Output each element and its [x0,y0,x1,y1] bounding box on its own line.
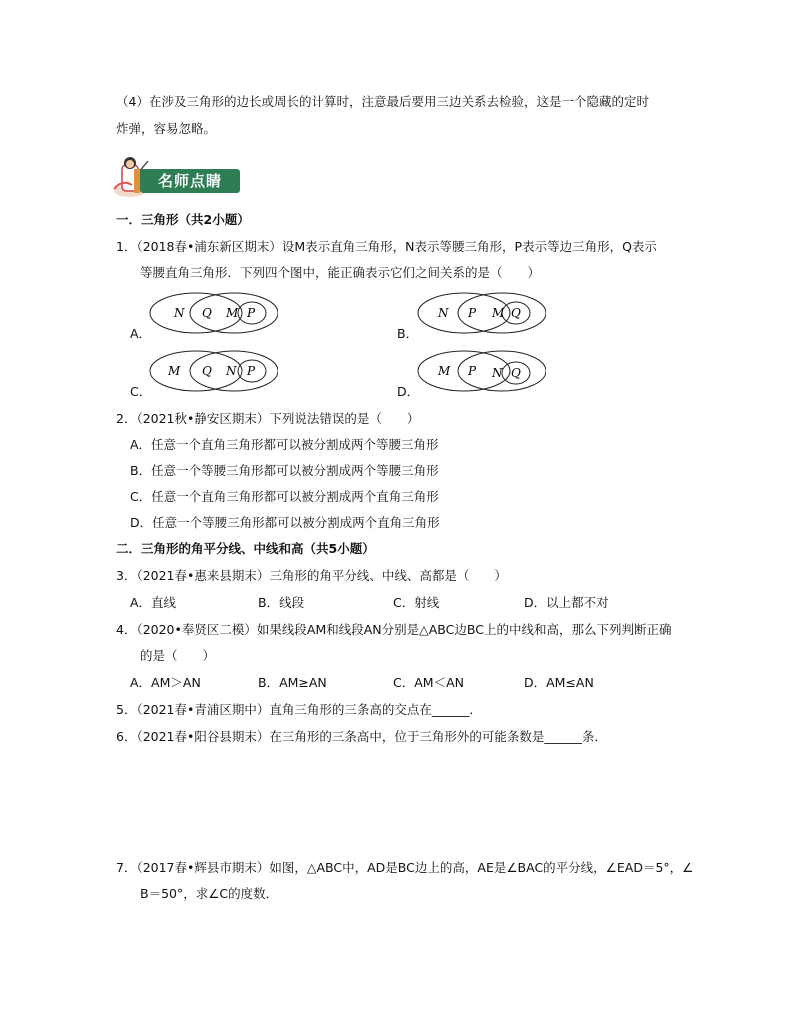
q1-option-a-key: A． [130,326,152,341]
q4-option-c: C．AM＜AN [393,675,464,690]
q3-option-d: D．以上都不对 [524,595,609,610]
venn-d-label-1: M [438,364,451,378]
q3-option-b: B．线段 [258,595,305,610]
venn-a-label-1: N [174,306,185,320]
venn-a-label-4: P [247,306,256,320]
q4-option-b: B．AM≥AN [258,675,327,690]
intro-line-1: （4）在涉及三角形的边长或周长的计算时，注意最后要用三边关系去检验，这是一个隐藏的定时 [116,94,649,109]
venn-c-label-4: P [247,364,256,378]
venn-c-label-3: N [226,364,237,378]
badge-label: 名师点睛 [158,172,223,190]
teacher-tips-badge [112,155,240,199]
venn-d-label-4: Q [511,366,521,380]
venn-b-label-3: M [492,306,505,320]
section-1-title: 一．三角形（共2小题） [116,212,250,227]
q4-line-1: 4．（2020•奉贤区二模）如果线段AM和线段AN分别是△ABC边BC上的中线和高，那么下列判断正确 [116,622,672,637]
venn-b-label-2: P [468,306,477,320]
q1-option-b-key: B． [397,326,419,341]
q3-option-a: A．直线 [130,595,177,610]
q1-option-c-key: C． [130,384,152,399]
q5-stem: 5．（2021春•青浦区期中）直角三角形的三条高的交点在______． [116,702,482,717]
venn-b-label-1: N [438,306,449,320]
q1-option-d-key: D． [397,384,420,399]
q4-line-2: 的是（ ） [140,648,216,663]
venn-diagram-c [148,346,278,396]
q1-line-2: 等腰直角三角形．下列四个图中，能正确表示它们之间关系的是（ ） [140,265,541,280]
venn-c-label-2: Q [202,364,212,378]
intro-line-2: 炸弹，容易忽略。 [116,121,217,136]
q4-option-d: D．AM≤AN [524,675,594,690]
q2-stem: 2．（2021秋•静安区期末）下列说法错误的是（ ） [116,411,420,426]
q2-option-a: A．任意一个直角三角形都可以被分割成两个等腰三角形 [130,437,439,452]
venn-a-label-3: M [226,306,239,320]
q1-line-1: 1．（2018春•浦东新区期末）设M表示直角三角形，N表示等腰三角形，P表示等边三角形，Q表示 [116,239,657,254]
q7-line-2: B＝50°，求∠C的度数． [140,886,279,901]
venn-d-label-2: P [468,364,477,378]
venn-a-label-2: Q [202,306,212,320]
venn-diagram-a [148,288,278,338]
q7-line-1: 7．（2017春•辉县市期末）如图，△ABC中，AD是BC边上的高，AE是∠BAC的平分线，∠EAD＝5°，∠ [116,860,694,875]
q2-option-d: D．任意一个等腰三角形都可以被分割成两个直角三角形 [130,515,440,530]
venn-diagram-b [416,288,546,338]
q3-option-c: C．射线 [393,595,440,610]
q4-option-a: A．AM＞AN [130,675,201,690]
venn-d-label-3: N [492,366,503,380]
venn-c-label-1: M [168,364,181,378]
venn-b-label-4: Q [511,306,521,320]
q2-option-b: B．任意一个等腰三角形都可以被分割成两个等腰三角形 [130,463,439,478]
venn-diagram-d [416,346,546,396]
q6-stem: 6．（2021春•阳谷县期末）在三角形的三条高中，位于三角形外的可能条数是______条． [116,729,607,744]
q2-option-c: C．任意一个直角三角形都可以被分割成两个直角三角形 [130,489,439,504]
section-2-title: 二．三角形的角平分线、中线和高（共5小题） [116,541,375,556]
q3-stem: 3．（2021春•惠来县期末）三角形的角平分线、中线、高都是（ ） [116,568,507,583]
